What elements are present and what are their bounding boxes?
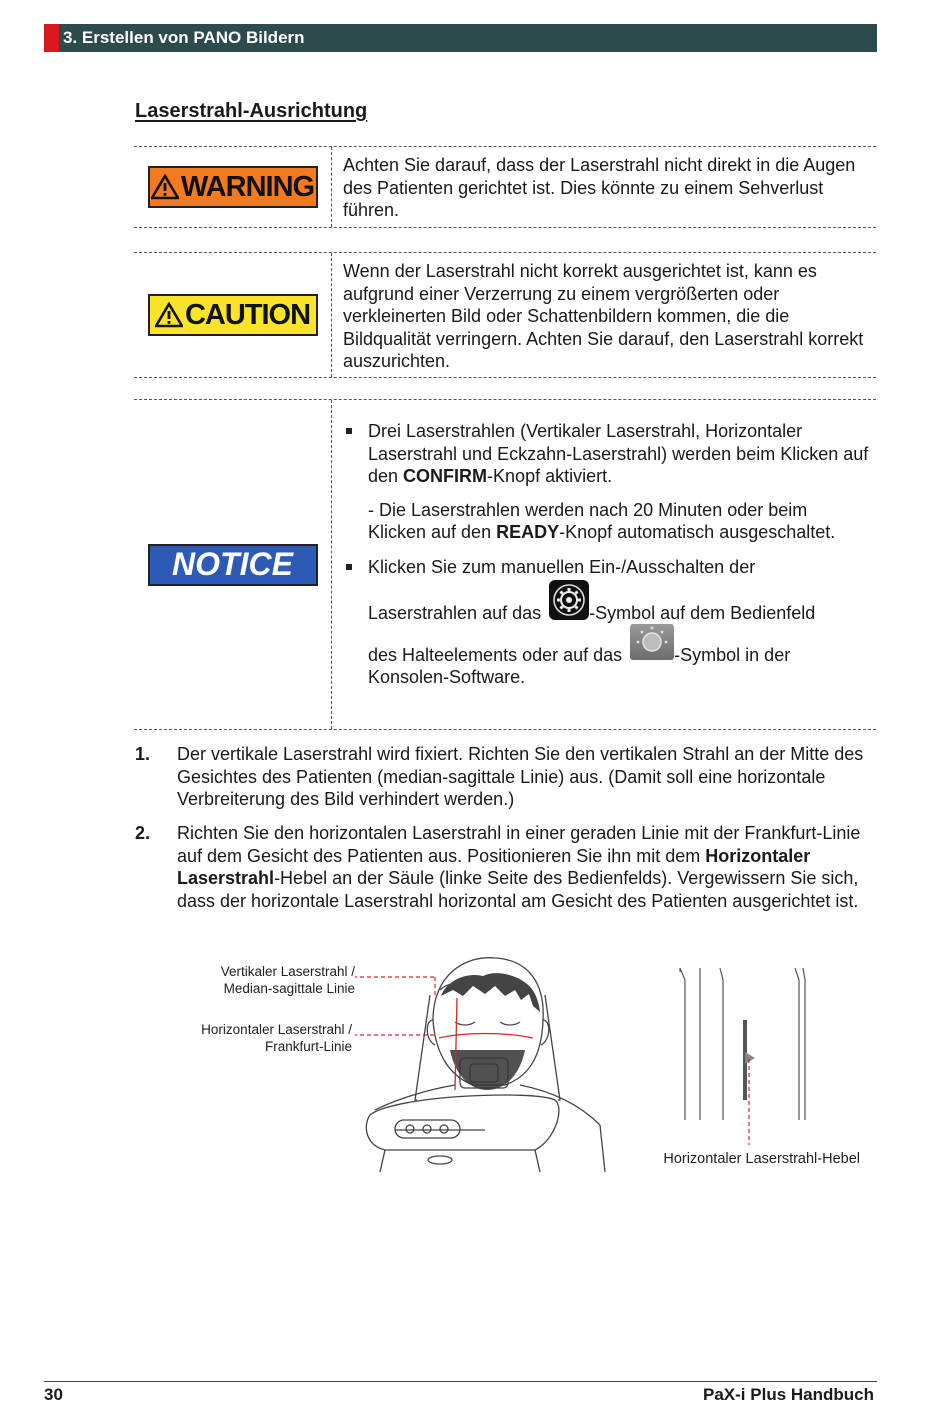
footer-rule xyxy=(44,1381,877,1382)
bullet-icon xyxy=(346,564,352,570)
laser-console-icon xyxy=(630,624,674,660)
step-2: 2. Richten Sie den horizontalen Laserstrahl in einer geraden Linie mit der Frankfurt-Linie auf dem Gesicht des Patienten aus. Positionieren Sie ihn mit dem Horizontaler Laserstrahl-Hebel an der Säule (linke Seite des Bedienfelds). Vergewissern Sie sich, dass der horizontale Laserstrahl horizontal am Gesicht des Patienten ausgerichtet ist. xyxy=(135,823,861,911)
caution-triangle-icon xyxy=(155,302,183,328)
caution-text: Wenn der Laserstrahl nicht korrekt ausgerichtet ist, kann es aufgrund einer Verzerrung zu einem vergrößerten oder verkleinerten Bild oder Schattenbildern kommen, die die Bildqualität verringern. Achten Sie darauf, den Laserstrahl korrekt auszurichten. xyxy=(343,261,864,371)
chapter-header xyxy=(44,24,877,52)
chapter-accent xyxy=(44,24,59,52)
label-lever: Horizontaler Laserstrahl-Hebel xyxy=(663,1151,860,1167)
column-lever-illustration xyxy=(675,960,815,1150)
warning-box xyxy=(134,146,876,228)
caution-label: CAUTION xyxy=(184,298,311,331)
label-vertical-laser: Vertikaler Laserstrahl / Median-sagittale Linie xyxy=(220,964,355,996)
warning-triangle-icon xyxy=(151,174,179,200)
caution-sign xyxy=(148,294,318,336)
patient-positioning-illustration xyxy=(355,950,615,1180)
manual-title: PaX-i Plus Handbuch xyxy=(703,1385,874,1404)
warning-sign xyxy=(148,166,318,208)
page-number: 30 xyxy=(44,1385,63,1404)
notice-sign: NOTICE xyxy=(148,544,318,586)
laser-gear-icon xyxy=(549,580,589,620)
section-title: Laserstrahl-Ausrichtung xyxy=(135,100,368,122)
label-horizontal-laser: Horizontaler Laserstrahl / Frankfurt-Linie xyxy=(201,1022,352,1054)
chapter-title: 3. Erstellen von PANO Bildern xyxy=(63,28,305,47)
notice-sub-note: - Die Laserstrahlen werden nach 20 Minuten oder beim Klicken auf den READY-Knopf automatisch ausgeschaltet. xyxy=(368,499,836,542)
caution-box xyxy=(134,252,876,378)
warning-text: Achten Sie darauf, dass der Laserstrahl nicht direkt in die Augen des Patienten gerichtet ist. Dies könnte zu einem Sehverlust führen. xyxy=(343,155,856,220)
bullet-icon xyxy=(346,428,352,434)
notice-bullet-1: Drei Laserstrahlen (Vertikaler Laserstrahl, Horizontaler Laserstrahl und Eckzahn-Laserstrahl) werden beim Klicken auf den CONFIRM-Knopf aktiviert. xyxy=(343,420,870,488)
step-1: 1. Der vertikale Laserstrahl wird fixiert. Richten Sie den vertikalen Strahl an der Mitte des Gesichtes des Patienten (median-sagittale Linie) aus. (Damit soll eine horizontale Verbreiterung des Bild verhindert werden.) xyxy=(135,744,864,809)
notice-box xyxy=(134,399,876,730)
notice-bullet-2: Klicken Sie zum manuellen Ein-/Ausschalten der Laserstrahlen auf das -Symbol auf dem Bedienfeld des Halteelements oder auf das -Symbol in der Konsolen-Software. xyxy=(343,556,870,689)
warning-label: WARNING xyxy=(180,170,315,203)
